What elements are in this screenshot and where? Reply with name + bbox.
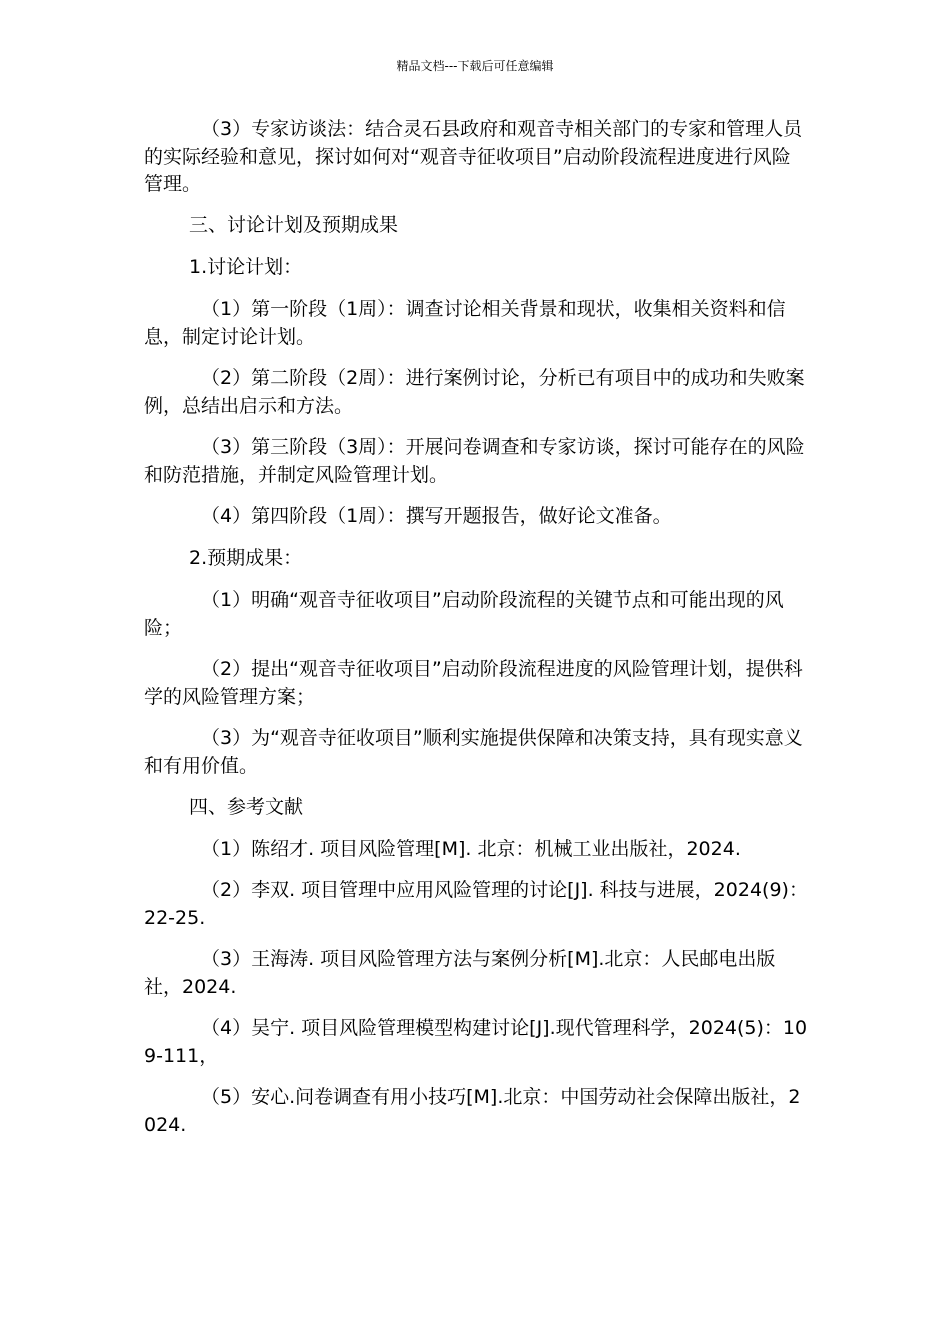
subheading-outcomes: 2.预期成果： [189,547,303,569]
method-expert-interview: （3）专家访谈法：结合灵石县政府和观音寺相关部门的专家和管理人员的实际经验和意见，探讨如何对“观音寺征收项目”启动阶段流程进度进行风险管理。 [144,118,803,195]
subheading-plan: 1.讨论计划： [189,256,303,278]
section-heading-references: 四、参考文献 [189,796,304,818]
plan-stage-1: （1）第一阶段（1周）：调查讨论相关背景和现状，收集相关资料和信息，制定讨论计划。 [144,298,786,348]
plan-stage-4: （4）第四阶段（1周）：撰写开题报告，做好论文准备。 [201,505,672,527]
plan-stage-2: （2）第二阶段（2周）：进行案例讨论，分析已有项目中的成功和失败案例，总结出启示和方法。 [144,367,805,417]
reference-5: （5）安心.问卷调查有用小技巧[M].北京：中国劳动社会保障出版社，2024. [144,1086,801,1136]
outcome-2: （2）提出“观音寺征收项目”启动阶段流程进度的风险管理计划，提供科学的风险管理方案； [144,658,803,708]
reference-4: （4）吴宁. 项目风险管理模型构建讨论[J].现代管理科学，2024(5)：109-111， [144,1017,808,1067]
reference-3: （3）王海涛. 项目风险管理方法与案例分析[M].北京：人民邮电出版社，2024. [144,948,776,998]
page-header: 精品文档---下载后可任意编辑 [396,59,554,73]
outcome-3: （3）为“观音寺征收项目”顺利实施提供保障和决策支持，具有现实意义和有用价值。 [144,727,803,777]
outcome-1: （1）明确“观音寺征收项目”启动阶段流程的关键节点和可能出现的风险； [144,589,784,639]
plan-stage-3: （3）第三阶段（3周）：开展问卷调查和专家访谈，探讨可能存在的风险和防范措施，并制定风险管理计划。 [144,436,805,486]
section-heading-plan: 三、讨论计划及预期成果 [189,214,399,236]
reference-1: （1）陈绍才. 项目风险管理[M]. 北京：机械工业出版社，2024. [201,838,741,860]
reference-2: （2）李双. 项目管理中应用风险管理的讨论[J]. 科技与进展，2024(9)：22-25. [144,879,808,929]
